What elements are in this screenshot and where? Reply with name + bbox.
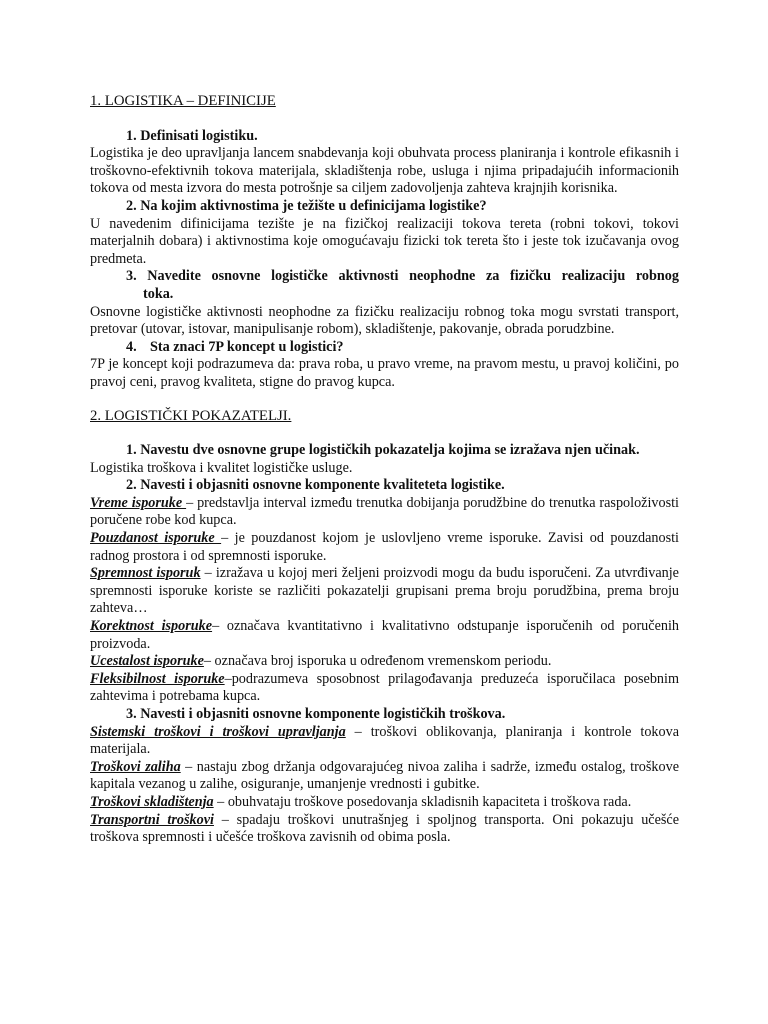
- s2-question-3: 3. Navesti i objasniti osnovne komponente logističkih troškova.: [126, 706, 506, 722]
- cost-text: – spadaju troškovi unutrašnjeg i spoljnog transporta. Oni pokazuju učešće troškova spremnosti i učešće troškova zavisnih od obima posla.: [90, 811, 680, 846]
- s1-question-1: 1. Definisati logistiku.: [126, 127, 258, 144]
- quality-term: Spremnost isporuk: [90, 565, 201, 582]
- s1-question-4-number: 4.: [126, 338, 137, 355]
- quality-term: Vreme isporuke: [90, 494, 187, 511]
- quality-item: [90, 618, 679, 653]
- quality-term: Ucestalost isporuke: [90, 653, 204, 670]
- s1-question-4-label: Sta znaci 7P koncept u logistici?: [150, 338, 344, 355]
- s1-answer-1: Logistika je deo upravljanja lancem snabdevanja koji obuhvata process planiranja i kontrole efikasnih i troškovno-efektivnih tokova materijala, skladištenja robe, usluga i njima pripadajućih informacionih tokova od mesta izvora do mesta potrošnje sa ciljem zadovoljenja zahteva krajnjih korisnika.: [90, 145, 679, 197]
- cost-term: Troškovi skladištenja: [90, 793, 214, 810]
- quality-item: [90, 653, 679, 671]
- s1-question-3: [90, 268, 679, 303]
- quality-item: [90, 671, 679, 706]
- s1-question-3-line1: 3. Navedite osnovne logističke aktivnosti neophodne za fizičku realizaciju robnog: [126, 268, 679, 285]
- quality-text: – izražava u kojoj meri željeni proizvodi mogu da budu isporučeni. Za utvrđivanje spremnosti isporuke koriste se različiti pokazatelji grupisani prema broju porudžbina, prema broju zahteva…: [90, 565, 679, 617]
- section-2-title: 2. LOGISTIČKI POKAZATELJI.: [90, 407, 292, 424]
- s1-answer-4: 7P je koncept koji podrazumeva da: prava roba, u pravo vreme, na pravom mestu, u pravoj količini, po pravoj ceni, pravog kvaliteta, stigne do pravog kupca.: [90, 356, 679, 390]
- s1-question-2: 2. Na kojim aktivnostima je težište u definicijama logistike?: [126, 197, 487, 214]
- cost-item: [90, 724, 679, 759]
- s1-answer-2: U navedenim difinicijama tezište je na fizičkoj realizaciji tokova tereta (robni tokovi, tokovi materjalnih dobara) i aktivnostima koje omogućavaju fizicki tok tereta što i jeste tok izučavanja ovog predmeta.: [90, 215, 679, 267]
- cost-term: Troškovi zaliha: [90, 758, 181, 775]
- s2-answer-1: Logistika troškova i kvalitet logističke usluge.: [90, 459, 353, 476]
- cost-item: [90, 812, 679, 847]
- quality-term: Korektnost isporuke: [90, 618, 213, 635]
- cost-text: – obuhvataju troškove posedovanja skladisnih kapaciteta i troškova rada.: [213, 793, 632, 810]
- quality-text: –podrazumeva sposobnost prilagođavanja preduzeća isporučilaca posebnim zahtevima i potrebama kupca.: [90, 670, 679, 705]
- quality-item: [90, 495, 679, 530]
- section-1-title: 1. LOGISTIKA – DEFINICIJE: [90, 93, 276, 109]
- document-body: [90, 93, 679, 847]
- cost-term: Sistemski troškovi i troškovi upravljanja: [90, 723, 346, 740]
- s1-question-4: [90, 339, 679, 357]
- s1-answer-3: Osnovne logističke aktivnosti neophodne za fizičku realizaciju robnog toka mogu svrstati transport, pretovar (utovar, istovar, manipulisanje robom), skladištenje, pakovanje, obrada porudzbine.: [90, 303, 679, 338]
- quality-text: – predstavlja interval između trenutka dobijanja porudžbine do trenutka raspoloživosti poručene robe kod kupca.: [90, 494, 679, 529]
- cost-term: Transportni troškovi: [90, 811, 214, 828]
- quality-text: – označava kvantitativno i kvalitativno odstupanje isporučenih od poručenih proizvoda.: [90, 618, 679, 652]
- quality-item: [90, 530, 679, 565]
- cost-item: [90, 759, 679, 794]
- s2-question-1: 1. Navestu dve osnovne grupe logističkih pokazatelja kojima se izražava njen učinak.: [126, 442, 640, 459]
- quality-text: – je pouzdanost kojom je uslovljeno vreme isporuke. Zavisi od pouzdanosti radnog prostora i od spremnosti isporuke.: [90, 530, 679, 564]
- quality-item: [90, 565, 679, 618]
- cost-text: – nastaju zbog držanja odgovarajućeg nivoa zaliha i sadrže, između ostalog, troškove kapitala vezanog u zalihe, osiguranje, umanjenje vrednosti i gubitke.: [90, 758, 680, 793]
- s1-question-3-line2: toka.: [143, 285, 174, 302]
- quality-term: Pouzdanost isporuke: [90, 530, 222, 547]
- cost-item: [90, 794, 679, 812]
- quality-term: Fleksibilnost isporuke: [90, 670, 225, 687]
- s2-question-2: 2. Navesti i objasniti osnovne komponente kvaliteteta logistike.: [126, 477, 505, 494]
- cost-text: – troškovi oblikovanja, planiranja i kontrole tokova materijala.: [90, 723, 680, 758]
- quality-text: – označava broj isporuka u određenom vremenskom periodu.: [203, 653, 552, 670]
